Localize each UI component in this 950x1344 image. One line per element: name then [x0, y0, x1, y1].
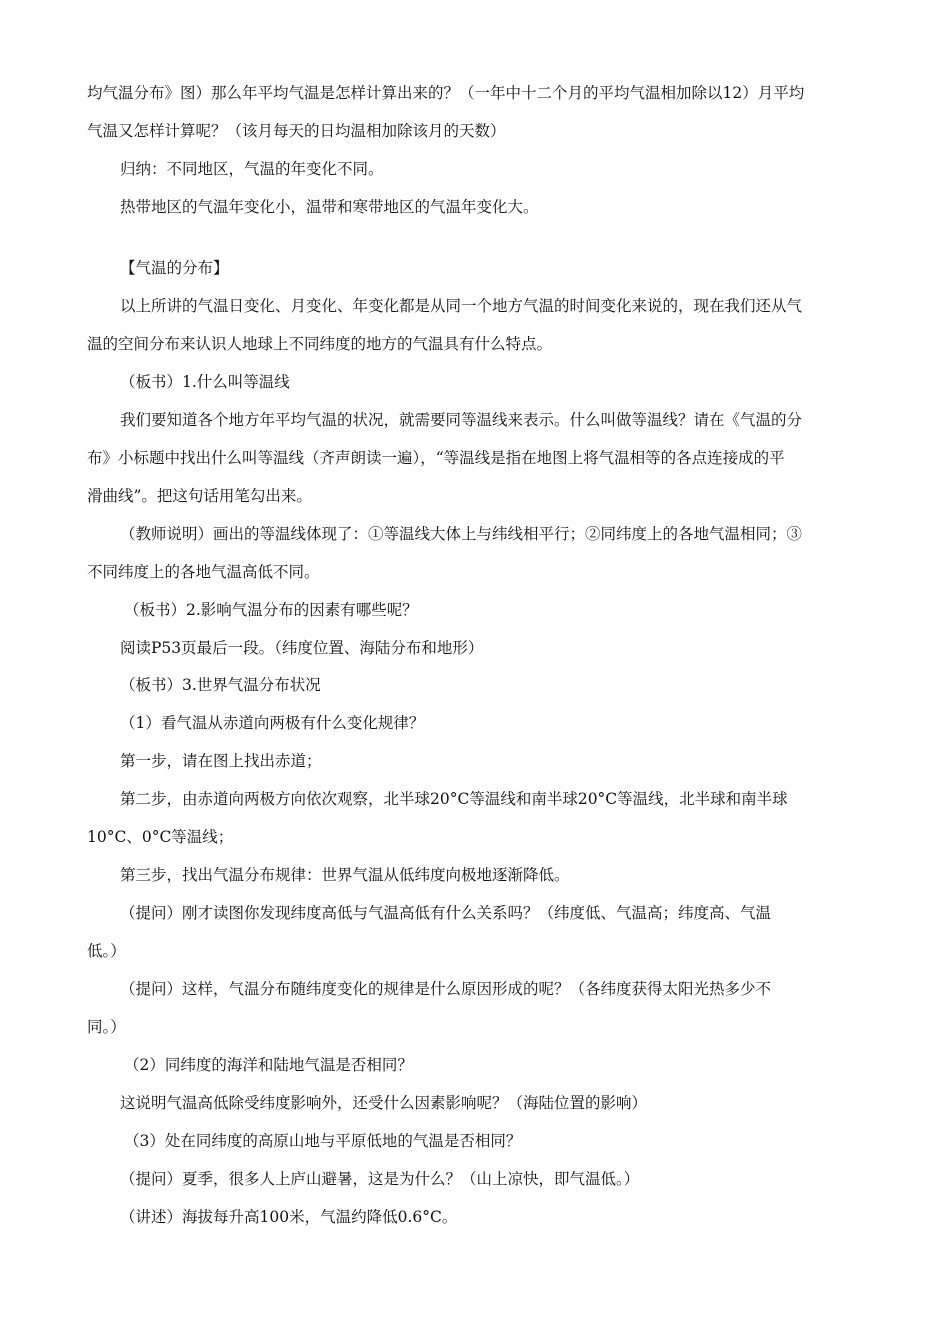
paragraph-line: （1）看气温从赤道向两极有什么变化规律？ — [120, 714, 425, 732]
paragraph-line: （3）处在同纬度的高原山地与平原低地的气温是否相同？ — [124, 1132, 522, 1150]
paragraph-line: 均气温分布》图）那么年平均气温是怎样计算出来的？（一年中十二个月的平均气温相加除以12）月平均 — [87, 84, 805, 102]
paragraph-line: 阅读P53页最后一段。（纬度位置、海陆分布和地形） — [120, 639, 484, 657]
paragraph-line: （提问）刚才读图你发现纬度高低与气温高低有什么关系吗？（纬度低、气温高；纬度高、气温 — [120, 904, 772, 922]
paragraph-line: 第一步，请在图上找出赤道； — [120, 752, 322, 770]
paragraph-line: 热带地区的气温年变化小，温带和寒带地区的气温年变化大。 — [120, 198, 539, 216]
paragraph-line: 第三步，找出气温分布规律：世界气温从低纬度向极地逐渐降低。 — [120, 866, 570, 884]
paragraph-line: （板书）2.影响气温分布的因素有哪些呢？ — [124, 601, 418, 619]
paragraph-line: 第二步，由赤道向两极方向依次观察，北半球20°C等温线和南半球20°C等温线，北半球和南半球 — [120, 790, 788, 808]
paragraph-line: 滑曲线”。把这句话用笔勾出来。 — [87, 487, 312, 505]
paragraph-line: （提问）夏季，很多人上庐山避暑，这是为什么？（山上凉快，即气温低。） — [120, 1170, 640, 1188]
paragraph-line: 低。） — [87, 942, 126, 960]
paragraph-line: 10°C、0°C等温线； — [87, 828, 234, 846]
paragraph-line: （板书）3.世界气温分布状况 — [120, 676, 321, 694]
paragraph-line: 我们要知道各个地方年平均气温的状况，就需要同等温线来表示。什么叫做等温线？请在《气温的分 — [120, 411, 803, 429]
paragraph-line: 归纳：不同地区，气温的年变化不同。 — [120, 160, 384, 178]
paragraph-line: （提问）这样，气温分布随纬度变化的规律是什么原因形成的呢？（各纬度获得太阳光热多少不 — [120, 980, 772, 998]
paragraph-line: （讲述）海拔每升高100米，气温约降低0.6°C。 — [120, 1208, 458, 1226]
paragraph-line: （教师说明）画出的等温线体现了：①等温线大体上与纬线相平行；②同纬度上的各地气温相同；③ — [120, 525, 803, 543]
paragraph-line: 以上所讲的气温日变化、月变化、年变化都是从同一个地方气温的时间变化来说的，现在我们还从气 — [120, 297, 803, 315]
paragraph-line: 温的空间分布来认识人地球上不同纬度的地方的气温具有什么特点。 — [87, 335, 553, 353]
paragraph-line: （2）同纬度的海洋和陆地气温是否相同？ — [124, 1056, 413, 1074]
paragraph-line: 不同纬度上的各地气温高低不同。 — [87, 563, 320, 581]
paragraph-line: 气温又怎样计算呢？（该月每天的日均温相加除该月的天数） — [87, 122, 506, 140]
section-heading: 【气温的分布】 — [120, 259, 229, 277]
paragraph-line: 这说明气温高低除受纬度影响外，还受什么因素影响呢？（海陆位置的影响） — [120, 1094, 648, 1112]
paragraph-line: （板书）1.什么叫等温线 — [120, 373, 290, 391]
paragraph-line: 布》小标题中找出什么叫等温线（齐声朗读一遍），“等温线是指在地图上将气温相等的各点连接成的平 — [87, 449, 785, 467]
paragraph-line: 同。） — [87, 1018, 126, 1036]
